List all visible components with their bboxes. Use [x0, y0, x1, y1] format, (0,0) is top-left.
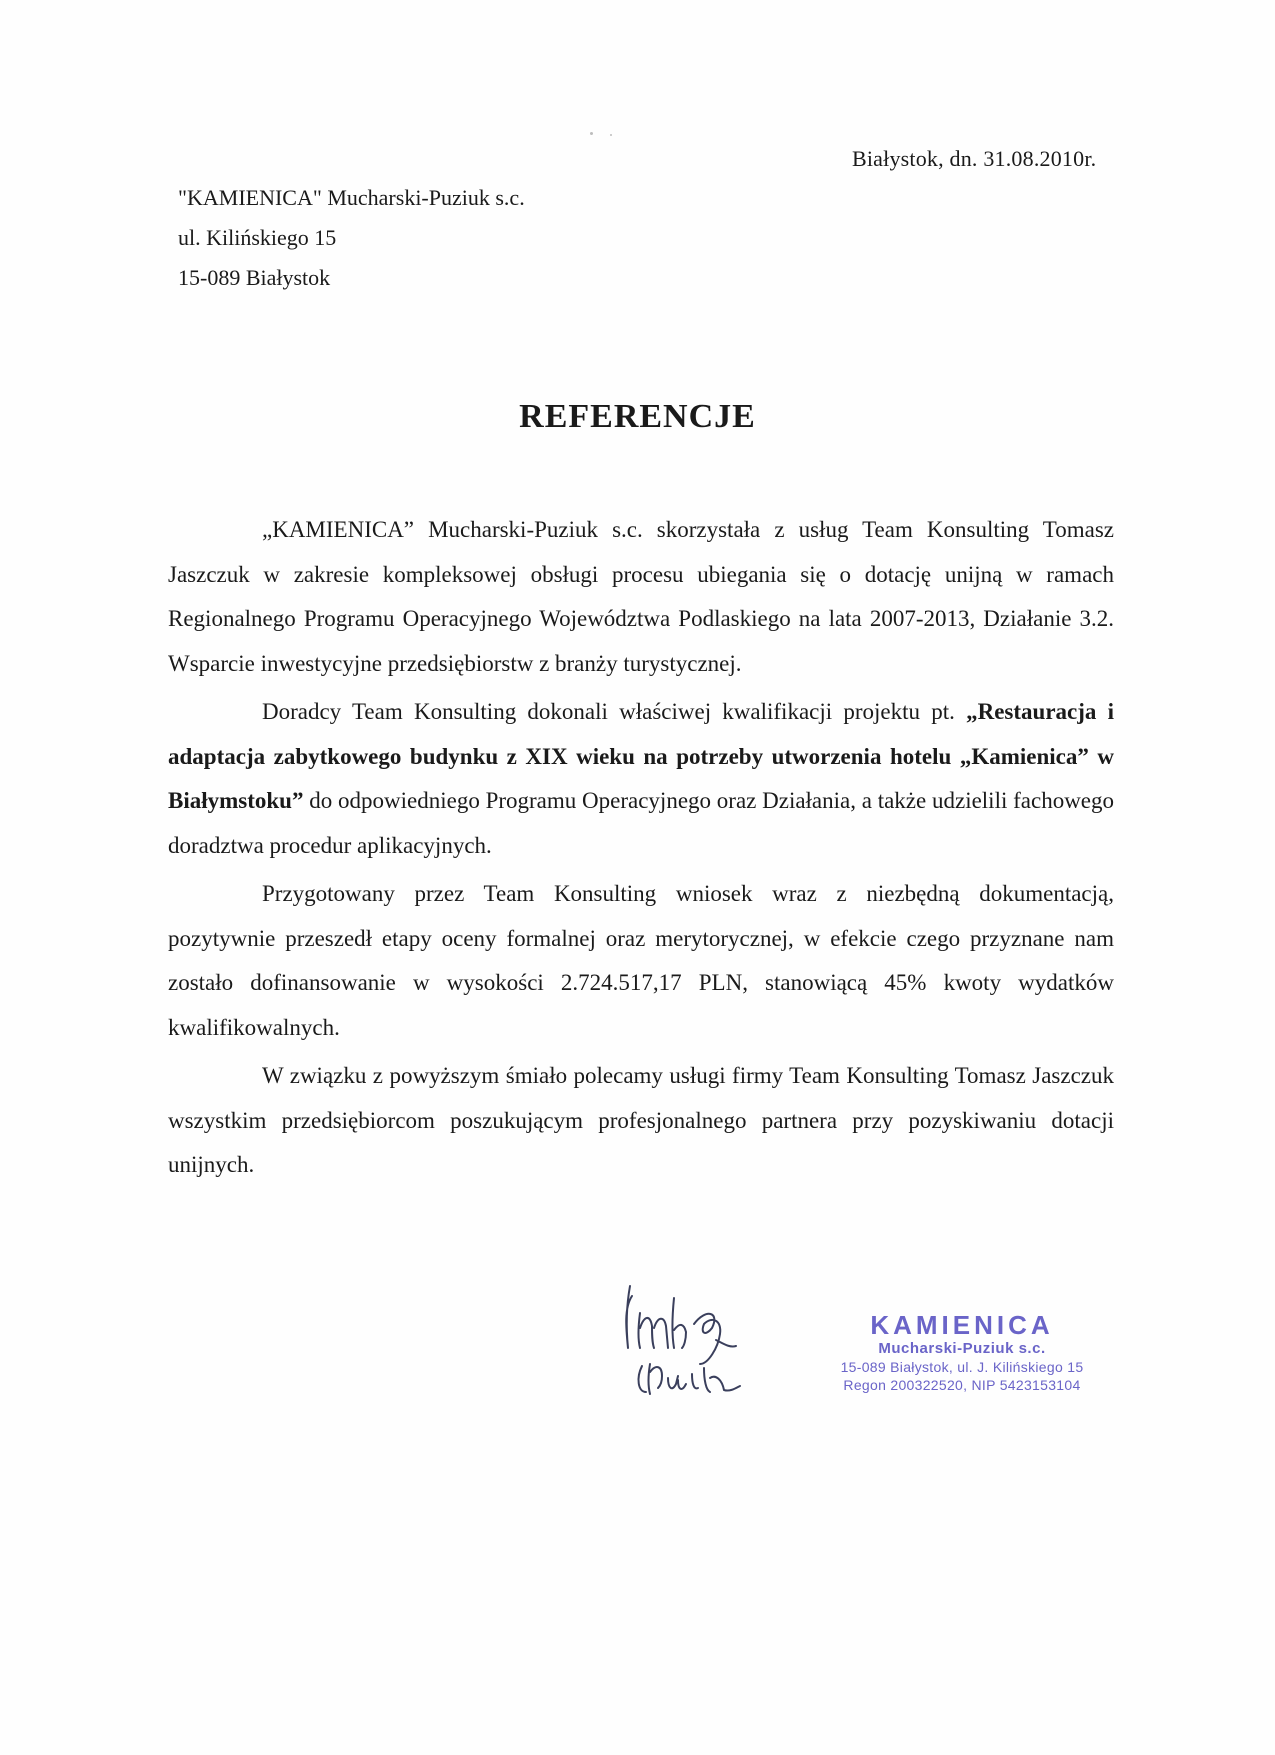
project-title: „Restauracja i adaptacja zabytkowego budynku z XIX wieku na potrzeby utworzenia hotelu „Kamienica” w Białymstoku”	[168, 699, 1114, 813]
sender-city: 15-089 Białystok	[178, 265, 331, 290]
scan-speck	[590, 132, 593, 135]
paragraph-4: W związku z powyższym śmiało polecamy usługi firmy Team Konsulting Tomasz Jaszczuk wszystkim przedsiębiorcom poszukującym profesjonalnego partnera przy pozyskiwaniu dotacji unijnych.	[168, 1063, 1114, 1177]
sender-street: ul. Kilińskiego 15	[178, 225, 337, 250]
signature-stroke	[626, 1286, 632, 1348]
scan-speck	[610, 134, 612, 136]
signature-stroke	[694, 1314, 736, 1364]
signature-stroke	[673, 1298, 687, 1348]
letter-date: Białystok, dn. 31.08.2010r.	[852, 146, 1097, 171]
signature-stroke	[639, 1313, 669, 1348]
sender-address	[178, 178, 525, 298]
paragraph-2-rest: do odpowiedniego Programu Operacyjnego oraz Działania, a także udzielili fachowego doradztwa procedur aplikacyjnych.	[168, 788, 1115, 858]
stamp-registration: Regon 200322520, NIP 5423153104	[843, 1377, 1081, 1393]
handwritten-signature	[612, 1268, 782, 1408]
company-stamp	[812, 1310, 1112, 1394]
letter-body	[168, 508, 1114, 1192]
paragraph-2-intro: Doradcy Team Konsulting dokonali właściwej kwalifikacji projektu pt.	[262, 699, 955, 724]
stamp-company-name: KAMIENICA	[870, 1310, 1054, 1340]
sender-name: "KAMIENICA" Mucharski-Puziuk s.c.	[178, 185, 525, 210]
paragraph-1: „KAMIENICA” Mucharski-Puziuk s.c. skorzystała z usług Team Konsulting Tomasz Jaszczuk w zakresie kompleksowej obsługi procesu ubiegania się o dotację unijną w ramach Regionalnego Programu Operacyjnego Województwa Podlaskiego na lata 2007-2013, Działanie 3.2. Wsparcie inwestycyjne przedsiębiorstw z branży turystycznej.	[168, 517, 1114, 676]
stamp-address: 15-089 Białystok, ul. J. Kilińskiego 15	[840, 1359, 1084, 1375]
document-title: REFERENCJE	[519, 398, 756, 435]
paragraph-3: Przygotowany przez Team Konsulting wniosek wraz z niezbędną dokumentacją, pozytywnie przeszedł etapy oceny formalnej oraz merytorycznej, w efekcie czego przyznane nam zostało dofinansowanie w wysokości 2.724.517,17 PLN, stanowiącą 45% kwoty wydatków kwalifikowalnych.	[168, 881, 1114, 1040]
paragraph-2	[168, 690, 1114, 868]
stamp-company-owners: Mucharski-Puziuk s.c.	[878, 1340, 1046, 1357]
signature-stroke	[639, 1364, 740, 1394]
